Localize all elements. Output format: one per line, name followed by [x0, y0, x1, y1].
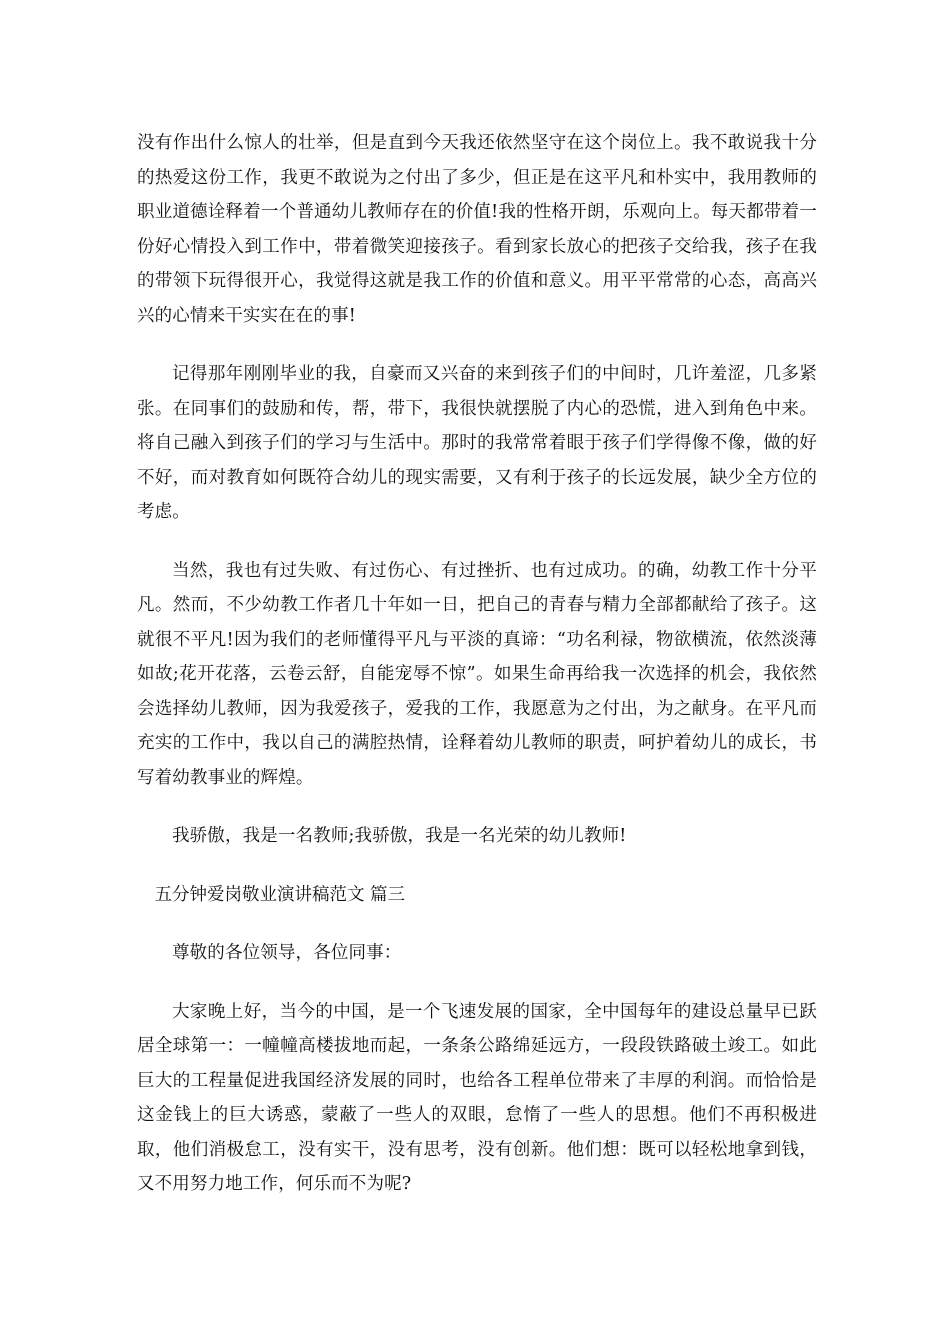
paragraph-gap: [137, 795, 817, 819]
paragraph-gap: [137, 854, 817, 878]
paragraph-gap: [137, 971, 817, 995]
section-heading: 五分钟爱岗敬业演讲稿范文 篇三: [154, 884, 406, 905]
paragraph-gap: [137, 333, 817, 357]
salutation: 尊敬的各位领导，各位同事：: [172, 943, 402, 963]
document-body: [137, 126, 817, 1202]
paragraph-3: 当然，我也有过失败、有过伤心、有过挫折、也有过成功。的确，幼教工作十分平凡。然而，不少幼教工作者几十年如一日，把自己的青春与精力全部都献给了孩子。这就很不平凡!因为我们的老师懂得平凡与平淡的真谛：“功名利禄，物欲横流，依然淡薄如故;花开花落，云卷云舒，自能宠辱不惊”。如果生命再给我一次选择的机会，我依然会选择幼儿教师，因为我爱孩子，爱我的工作，我愿意为之付出，为之献身。在平凡而充实的工作中，我以自己的满腔热情，诠释着幼儿教师的职责，呵护着幼儿的成长，书写着幼教事业的辉煌。: [137, 560, 817, 788]
paragraph-gap: [137, 912, 817, 936]
paragraph-1: 没有作出什么惊人的壮举，但是直到今天我还依然坚守在这个岗位上。我不敢说我十分的热爱这份工作，我更不敢说为之付出了多少，但正是在这平凡和朴实中，我用教师的职业道德诠释着一个普通幼儿教师存在的价值!我的性格开朗，乐观向上。每天都带着一份好心情投入到工作中，带着微笑迎接孩子。看到家长放心的把孩子交给我，孩子在我的带领下玩得很开心，我觉得这就是我工作的价值和意义。用平平常常的心态，高高兴兴的心情来干实实在在的事!: [137, 133, 817, 326]
paragraph-5: 大家晚上好，当今的中国，是一个飞速发展的国家，全中国每年的建设总量早已跃居全球第一：一幢幢高楼拔地而起，一条条公路绵延远方，一段段铁路破土竣工。如此巨大的工程量促进我国经济发展的同时，也给各工程单位带来了丰厚的利润。而恰恰是这金钱上的巨大诱惑，蒙蔽了一些人的双眼，怠惰了一些人的思想。他们不再积极进取，他们消极怠工，没有实干，没有思考，没有创新。他们想：既可以轻松地拿到钱，又不用努力地工作，何乐而不为呢?: [137, 1001, 817, 1194]
paragraph-4: 我骄傲，我是一名教师;我骄傲，我是一名光荣的幼儿教师!: [172, 826, 627, 846]
paragraph-gap: [137, 530, 817, 554]
paragraph-2: 记得那年刚刚毕业的我，自豪而又兴奋的来到孩子们的中间时，几许羞涩，几多紧张。在同事们的鼓励和传，帮，带下，我很快就摆脱了内心的恐慌，进入到角色中来。将自己融入到孩子们的学习与生活中。那时的我常常着眼于孩子们学得像不像，做的好不好，而对教育如何既符合幼儿的现实需要，又有利于孩子的长远发展，缺少全方位的考虑。: [137, 364, 817, 522]
